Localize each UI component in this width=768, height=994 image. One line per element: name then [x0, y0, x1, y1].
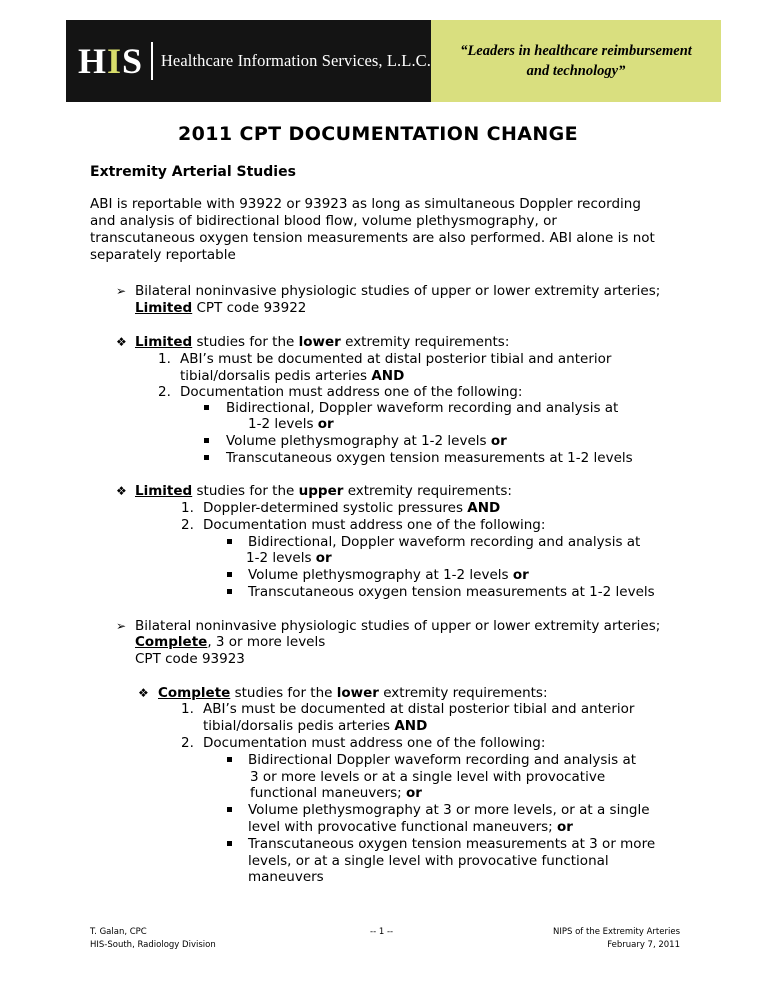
list-number: 1. [181, 500, 194, 516]
subsection-heading: Limited studies for the upper extremity requirements: [135, 483, 512, 499]
square-bullet-icon [227, 572, 232, 577]
bullet-text: Bilateral noninvasive physiologic studies of upper or lower extremity arteries; [135, 283, 661, 299]
sub-bullet-text: Volume plethysmography at 1-2 levels or [248, 567, 529, 583]
sub-bullet-text: level with provocative functional maneuvers; or [248, 819, 573, 835]
footer-document-title: NIPS of the Extremity Arteries [553, 927, 680, 937]
list-item: Documentation must address one of the following: [180, 384, 523, 400]
header-banner [66, 20, 721, 102]
sub-bullet-text: 3 or more levels or at a single level with provocative [250, 769, 606, 785]
sub-bullet-text: levels, or at a single level with provocative functional [248, 853, 609, 869]
page-title: 2011 CPT DOCUMENTATION CHANGE [178, 123, 579, 145]
list-number: 1. [158, 351, 171, 367]
section-heading: Extremity Arterial Studies [90, 164, 296, 180]
list-item: Doppler-determined systolic pressures AND [203, 500, 501, 516]
bullet-text: Complete, 3 or more levels [135, 634, 326, 650]
square-bullet-icon [227, 757, 232, 762]
tagline-line-1: “Leaders in healthcare reimbursement [460, 42, 692, 59]
list-item: tibial/dorsalis pedis arteries AND [180, 368, 405, 384]
square-bullet-icon [204, 438, 209, 443]
square-bullet-icon [227, 841, 232, 846]
sub-bullet-text: Transcutaneous oxygen tension measurements at 1-2 levels [226, 450, 633, 466]
subsection-heading: Limited studies for the lower extremity requirements: [135, 334, 510, 350]
sub-bullet-text: Transcutaneous oxygen tension measurements at 1-2 levels [248, 584, 655, 600]
list-item: ABI’s must be documented at distal posterior tibial and anterior [203, 701, 635, 717]
list-item: tibial/dorsalis pedis arteries AND [203, 718, 428, 734]
diamond-bullet-icon: ❖ [138, 686, 149, 700]
square-bullet-icon [227, 807, 232, 812]
logo-divider [151, 42, 153, 80]
list-number: 2. [158, 384, 171, 400]
company-name: Healthcare Information Services, L.L.C. [160, 51, 431, 70]
footer-author: T. Galan, CPC [90, 927, 147, 937]
footer-page-number: -- 1 -- [370, 927, 394, 937]
sub-bullet-text: Transcutaneous oxygen tension measurements at 3 or more [248, 836, 656, 852]
sub-bullet-text: Volume plethysmography at 3 or more levels, or at a single [248, 802, 650, 818]
footer-date: February 7, 2011 [607, 940, 680, 950]
bullet-text: CPT code 93923 [135, 651, 245, 667]
square-bullet-icon [204, 455, 209, 460]
sub-bullet-text: Volume plethysmography at 1-2 levels or [226, 433, 507, 449]
banner-tagline-panel [431, 20, 721, 102]
footer-division: HIS-South, Radiology Division [90, 940, 216, 950]
sub-bullet-text: maneuvers [248, 869, 324, 885]
intro-line: ABI is reportable with 93922 or 93923 as long as simultaneous Doppler recording [90, 196, 641, 212]
sub-bullet-text: Bidirectional, Doppler waveform recording and analysis at [226, 400, 619, 416]
square-bullet-icon [227, 589, 232, 594]
list-item: Documentation must address one of the following: [203, 517, 546, 533]
tagline-line-2: and technology” [526, 63, 626, 79]
list-number: 2. [181, 517, 194, 533]
sub-bullet-text: Bidirectional Doppler waveform recording and analysis at [248, 752, 637, 768]
arrow-bullet-icon: ➢ [116, 284, 127, 298]
sub-bullet-text: Bidirectional, Doppler waveform recording and analysis at [248, 534, 641, 550]
arrow-bullet-icon: ➢ [116, 619, 127, 633]
sub-bullet-text: 1-2 levels or [246, 550, 332, 566]
banner-logo-panel [66, 20, 431, 102]
sub-bullet-text: 1-2 levels or [248, 416, 334, 432]
list-item: Documentation must address one of the following: [203, 735, 546, 751]
sub-bullet-text: functional maneuvers; or [250, 785, 422, 801]
list-item: ABI’s must be documented at distal posterior tibial and anterior [180, 351, 612, 367]
intro-line: transcutaneous oxygen tension measurements are also performed. ABI alone is not [90, 230, 655, 246]
intro-line: and analysis of bidirectional blood flow, volume plethysmography, or [90, 213, 557, 229]
square-bullet-icon [204, 405, 209, 410]
diamond-bullet-icon: ❖ [116, 335, 127, 349]
intro-line: separately reportable [90, 247, 236, 263]
square-bullet-icon [227, 539, 232, 544]
subsection-heading: Complete studies for the lower extremity requirements: [158, 685, 548, 701]
diamond-bullet-icon: ❖ [116, 484, 127, 498]
list-number: 2. [181, 735, 194, 751]
his-logo: HIS [78, 41, 144, 81]
list-number: 1. [181, 701, 194, 717]
bullet-text: Bilateral noninvasive physiologic studies of upper or lower extremity arteries; [135, 618, 661, 634]
bullet-text: Limited CPT code 93922 [135, 300, 307, 316]
